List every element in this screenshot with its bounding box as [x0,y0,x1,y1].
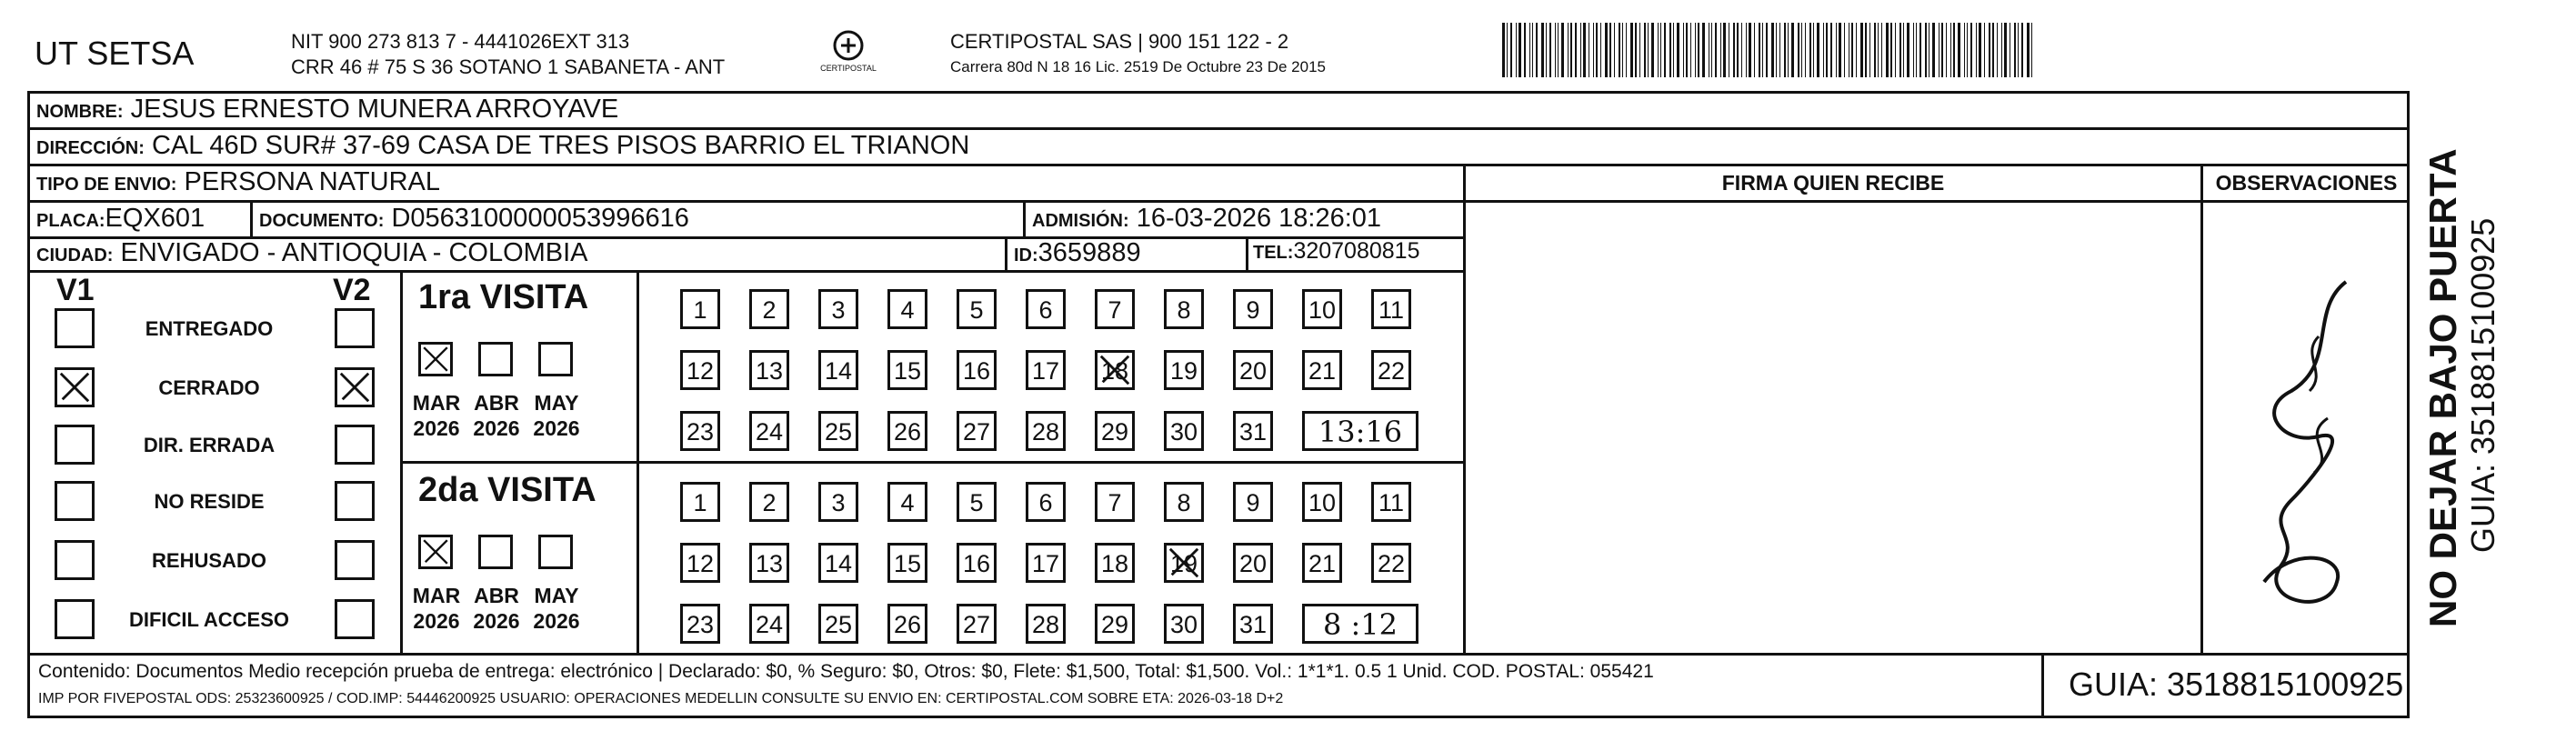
certipostal-address: Carrera 80d N 18 16 Lic. 2519 De Octubre 23 De 2015 [950,58,1326,75]
day-box[interactable]: 15 [887,543,927,583]
day-box[interactable]: 9 [1233,289,1273,329]
day-box[interactable]: 20 [1233,543,1273,583]
id-label: ID: [1014,245,1038,265]
day-box[interactable]: 29 [1095,604,1135,644]
day-box[interactable]: 11 [1371,289,1411,329]
status-label: REHUSADO [152,549,266,572]
city: ENVIGADO - ANTIOQUIA - COLOMBIA [120,238,588,267]
day-box[interactable]: 12 [680,543,720,583]
day-box[interactable]: 28 [1026,604,1066,644]
v2-checkbox[interactable] [335,481,375,521]
day-box[interactable]: 20 [1233,350,1273,390]
month-checkbox[interactable] [418,535,453,569]
content-line: Contenido: Documentos Medio recepción prueba de entrega: electrónico | Declarado: $0, % Seguro: $0, Otros: $0, Flete: $1,500, Total: $1,500. Vol.: 1*1*1. 0.5 1 Unid. COD. POSTAL: 055421 [38,661,1654,682]
footer-guia: GUIA: 3518815100925 [2069,666,2404,703]
shipping-type-label: TIPO DE ENVIO: [36,175,177,195]
day-box[interactable]: 4 [887,482,927,522]
side-guia: GUIA: 3518815100925 [2464,217,2501,553]
status-label: DIR. ERRADA [143,434,276,456]
plate-label: PLACA: [36,211,105,231]
observations-header: OBSERVACIONES [2215,171,2398,195]
year-label: 2026 [533,609,580,633]
month-label: ABR [474,584,519,607]
day-box[interactable]: 24 [749,604,789,644]
day-box[interactable]: 30 [1164,411,1204,451]
day-box[interactable]: 5 [957,482,997,522]
day-box[interactable]: 7 [1095,289,1135,329]
phone: 3207080815 [1293,238,1420,264]
year-label: 2026 [533,416,580,440]
day-box[interactable]: 16 [957,350,997,390]
document: D0563100000053996616 [391,204,689,233]
v1-checkbox[interactable] [55,425,95,465]
phone-cell [1253,238,1419,265]
day-box[interactable]: 26 [887,411,927,451]
day-box[interactable]: 14 [818,543,858,583]
imp-line: IMP POR FIVEPOSTAL ODS: 25323600925 / COD.IMP: 54446200925 USUARIO: OPERACIONES MEDELLIN CONSULTE SU ENVIO EN: CERTIPOSTAL.COM SOBRE ETA: 2026-03-18 D+2 [38,691,1284,706]
day-box[interactable]: 6 [1026,482,1066,522]
visit-time[interactable]: 13:16 [1302,411,1418,451]
day-box[interactable]: 31 [1233,604,1273,644]
month-checkbox[interactable] [538,342,573,376]
day-box[interactable]: 31 [1233,411,1273,451]
day-box[interactable]: 3 [818,289,858,329]
v2-checkbox[interactable] [335,540,375,580]
day-box[interactable]: 5 [957,289,997,329]
month-checkbox[interactable] [478,342,513,376]
month-checkbox[interactable] [418,342,453,376]
month-label: MAY [534,584,579,607]
barcode [1502,23,2035,77]
address-label: DIRECCIÓN: [36,138,145,158]
day-box[interactable]: 10 [1302,482,1342,522]
day-box[interactable]: 23 [680,411,720,451]
v1-checkbox[interactable] [55,540,95,580]
day-box[interactable]: 13 [749,350,789,390]
v2-label: V2 [333,273,371,307]
id: 3659889 [1037,238,1141,267]
document-cell [259,204,689,234]
document-label: DOCUMENTO: [259,211,385,231]
handwritten-signature [2228,255,2382,636]
day-box[interactable]: 27 [957,604,997,644]
day-box[interactable]: 30 [1164,604,1204,644]
day-box[interactable]: 10 [1302,289,1342,329]
day-box[interactable]: 4 [887,289,927,329]
v2-checkbox[interactable] [335,367,375,407]
side-warning: NO DEJAR BAJO PUERTA [2421,148,2464,627]
recipient-address: CAL 46D SUR# 37-69 CASA DE TRES PISOS BARRIO EL TRIANON [151,131,970,160]
month-label: MAY [534,391,579,415]
day-box[interactable]: 19 [1164,543,1204,583]
day-box[interactable]: 26 [887,604,927,644]
day-box[interactable]: 12 [680,350,720,390]
day-box[interactable]: 8 [1164,289,1204,329]
month-checkbox[interactable] [538,535,573,569]
day-box[interactable]: 17 [1026,543,1066,583]
recipient-name: JESUS ERNESTO MUNERA ARROYAVE [130,95,619,124]
day-box[interactable]: 18 [1095,350,1135,390]
status-label: NO RESIDE [154,490,265,513]
day-box[interactable]: 27 [957,411,997,451]
day-box[interactable]: 1 [680,482,720,522]
admission-cell [1032,204,1381,234]
logo-caption: CERTIPOSTAL [820,64,877,73]
status-label: DIFICIL ACCESO [128,608,289,631]
visit-title: 1ra VISITA [418,278,589,316]
visit-time[interactable]: 8 :12 [1302,604,1418,644]
shipping-type-row [36,167,440,197]
day-box[interactable]: 23 [680,604,720,644]
name-row [36,95,618,125]
v2-checkbox[interactable] [335,308,375,348]
day-box[interactable]: 29 [1095,411,1135,451]
day-box[interactable]: 11 [1371,482,1411,522]
phone-label: TEL: [1253,243,1294,263]
day-box[interactable]: 19 [1164,350,1204,390]
day-box[interactable]: 28 [1026,411,1066,451]
admission-label: ADMISIÓN: [1032,211,1129,231]
city-cell [36,238,588,268]
v1-checkbox[interactable] [55,308,95,348]
city-label: CIUDAD: [36,245,114,265]
day-box[interactable]: 2 [749,482,789,522]
day-box[interactable]: 25 [818,604,858,644]
year-label: 2026 [413,416,460,440]
id-cell [1014,238,1141,268]
admission: 16-03-2026 18:26:01 [1136,204,1382,233]
visit-title: 2da VISITA [418,471,596,509]
day-box[interactable]: 22 [1371,543,1411,583]
signature-header: FIRMA QUIEN RECIBE [1721,171,1945,195]
day-box[interactable]: 14 [818,350,858,390]
certipostal-logo [821,25,876,80]
month-label: MAR [412,391,461,415]
v1-checkbox[interactable] [55,481,95,521]
day-box[interactable]: 2 [749,289,789,329]
day-box[interactable]: 25 [818,411,858,451]
address-line: CRR 46 # 75 S 36 SOTANO 1 SABANETA - ANT [291,55,726,78]
certipostal-line: CERTIPOSTAL SAS | 900 151 122 - 2 [950,30,1289,53]
month-label: ABR [474,391,519,415]
v2-checkbox[interactable] [335,599,375,639]
v1-label: V1 [56,273,95,307]
status-label: ENTREGADO [145,317,274,340]
day-box[interactable]: 13 [749,543,789,583]
plate: EQX601 [105,204,205,233]
year-label: 2026 [473,416,520,440]
day-box[interactable]: 22 [1371,350,1411,390]
day-box[interactable]: 18 [1095,543,1135,583]
day-box[interactable]: 8 [1164,482,1204,522]
day-box[interactable]: 9 [1233,482,1273,522]
day-box[interactable]: 1 [680,289,720,329]
day-box[interactable]: 15 [887,350,927,390]
day-box[interactable]: 3 [818,482,858,522]
nit-line: NIT 900 273 813 7 - 4441026EXT 313 [291,30,630,53]
day-box[interactable]: 7 [1095,482,1135,522]
day-box[interactable]: 6 [1026,289,1066,329]
v1-checkbox[interactable] [55,599,95,639]
shipping-type: PERSONA NATURAL [184,167,441,196]
day-box[interactable]: 24 [749,411,789,451]
name-label: NOMBRE: [36,102,124,122]
day-box[interactable]: 17 [1026,350,1066,390]
v1-checkbox[interactable] [55,367,95,407]
month-checkbox[interactable] [478,535,513,569]
plate-cell [36,204,205,234]
year-label: 2026 [473,609,520,633]
month-label: MAR [412,584,461,607]
address-row [36,131,969,161]
day-box[interactable]: 16 [957,543,997,583]
day-box[interactable]: 21 [1302,350,1342,390]
day-box[interactable]: 21 [1302,543,1342,583]
year-label: 2026 [413,609,460,633]
company-name: UT SETSA [35,35,195,72]
v2-checkbox[interactable] [335,425,375,465]
status-label: CERRADO [158,376,260,399]
